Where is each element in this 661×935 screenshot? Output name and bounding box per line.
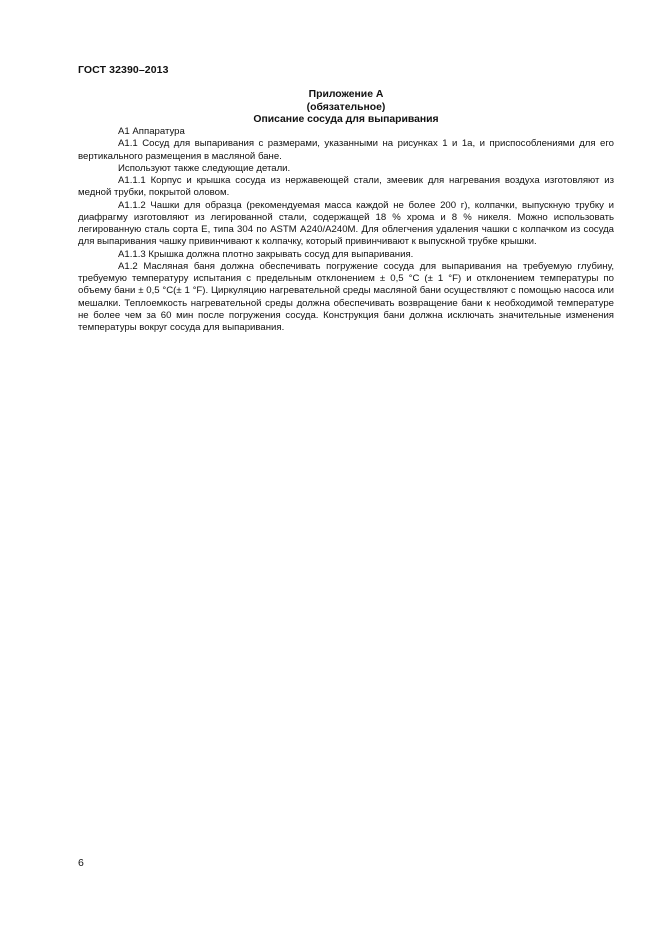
paragraph-a1-1-1: А1.1.1 Корпус и крышка сосуда из нержавеющей стали, змеевик для нагревания воздуха изготовляют из медной трубки, покрытой оловом.: [78, 175, 614, 199]
appendix-subtitle: Описание сосуда для выпаривания: [253, 114, 439, 125]
appendix-title: Приложение А: [308, 89, 384, 100]
document-body: [78, 126, 614, 334]
paragraph-details: Используют также следующие детали.: [118, 162, 291, 174]
paragraph-a1-2: А1.2 Масляная баня должна обеспечивать погружение сосуда для выпаривания на требуемую глубину, требуемую температуру испытания с предельным отклонением ± 0,5 °С (± 1 °F) и отклонением температуры по объему бани ± 0,5 °С(± 1 °F). Циркуляцию нагревательной среды масляной бани осуществляют с помощью насоса или мешалки. Теплоемкость нагревательной среды должна обеспечивать возвращение бани к необходимой температуре не более чем за 60 мин после погружения сосуда. Конструкция бани должна исключать значительные изменения температуры вокруг сосуда для выпаривания.: [78, 260, 614, 333]
paragraph-a1-1-2: А1.1.2 Чашки для образца (рекомендуемая масса каждой не более 200 г), колпачки, выпускную трубку и диафрагму изготовляют из легированной стали, содержащей 18 % хрома и 8 % никеля. Можно использовать легированную сталь сорта Е, типа 304 по ASTM А240/А240М. Для облегчения удаления чашки с колпачком из сосуда для выпаривания чашку привинчивают к колпачку, который привинчивают к выпускной трубке крышки.: [78, 199, 614, 248]
section-heading-a1: А1 Аппаратура: [118, 126, 185, 137]
standard-header: ГОСТ 32390–2013: [78, 64, 169, 76]
page-number: 6: [78, 857, 84, 869]
appendix-status: (обязательное): [306, 101, 386, 113]
paragraph-a1-1: А1.1 Сосуд для выпаривания с размерами, указанными на рисунках 1 и 1а, и приспособлениями для его вертикального размещения в масляной бане.: [78, 138, 614, 162]
paragraph-a1-1-3: А1.1.3 Крышка должна плотно закрывать сосуд для выпаривания.: [118, 248, 414, 260]
appendix-heading: [78, 89, 614, 127]
